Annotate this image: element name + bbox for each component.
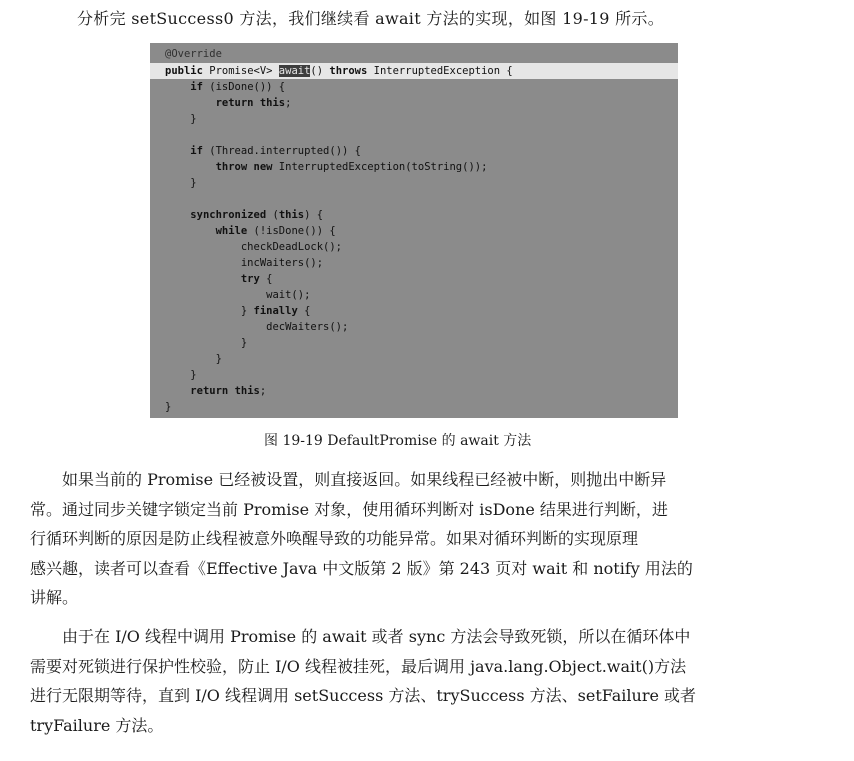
code-line: } (165, 369, 197, 381)
code-line: incWaiters(); (165, 257, 324, 269)
code-signature-line (150, 63, 678, 79)
code-line: if (Thread.interrupted()) { (190, 145, 361, 157)
paragraph-line: 行循环判断的原因是防止线程被意外唤醒导致的功能异常。如果对循环判断的实现原理 (30, 529, 639, 549)
code-screenshot (150, 43, 678, 418)
code-line: } finally { (165, 305, 311, 317)
paragraph-line: 常。通过同步关键字锁定当前 Promise 对象，使用循环判断对 isDone 结果进行判断，进 (30, 499, 668, 519)
paragraph-1 (30, 465, 805, 613)
paragraph-line: 需要对死锁进行保护性校验，防止 I/O 线程被挂死，最后调用 java.lang.Object.wait()方法 (30, 656, 687, 676)
figure-caption: 图 19-19 DefaultPromise 的 await 方法 (264, 433, 532, 449)
code-method-await: await (278, 65, 311, 77)
paragraph-line: 进行无限期等待，直到 I/O 线程调用 setSuccess 方法、trySuccess 方法、setFailure 或者 (30, 686, 697, 706)
code-line: } (165, 337, 248, 349)
paragraph-line: 由于在 I/O 线程中调用 Promise 的 await 或者 sync 方法会导致死锁，所以在循环体中 (30, 627, 691, 646)
code-line: return this; (215, 97, 292, 109)
paragraph-line: tryFailure 方法。 (30, 715, 164, 735)
code-line: while (!isDone()) { (215, 225, 336, 237)
code-line: wait(); (165, 289, 311, 301)
intro-text: 分析完 setSuccess0 方法，我们继续看 await 方法的实现，如图 19-19 所示。 (77, 9, 665, 28)
paragraph-line: 如果当前的 Promise 已经被设置，则直接返回。如果线程已经被中断，则抛出中断异 (30, 470, 667, 489)
code-line: if (isDone()) { (190, 81, 286, 93)
code-parens: () (310, 65, 330, 77)
code-annotation: @Override (165, 48, 222, 60)
paragraph-line: 讲解。 (30, 588, 79, 608)
code-line: return this; (190, 385, 267, 397)
code-line: decWaiters(); (165, 321, 349, 333)
code-line: } (165, 401, 172, 413)
code-exception: InterruptedException { (367, 65, 513, 77)
paragraph-2 (30, 622, 805, 740)
paragraph-line: 感兴趣，读者可以查看《Effective Java 中文版第 2 版》第 243 页对 wait 和 notify 用法的 (30, 558, 693, 578)
code-line: synchronized (this) { (190, 209, 324, 221)
code-line: } (165, 177, 197, 189)
code-line: try { (240, 273, 273, 285)
code-keyword-throws: throws (329, 65, 368, 77)
code-line: throw new InterruptedException(toString()); (215, 161, 488, 173)
code-line: } (165, 113, 197, 125)
code-line: checkDeadLock(); (165, 241, 343, 253)
code-return-type: Promise<V> (202, 65, 279, 77)
code-keyword-public: public (165, 65, 203, 77)
code-line: } (165, 353, 222, 365)
